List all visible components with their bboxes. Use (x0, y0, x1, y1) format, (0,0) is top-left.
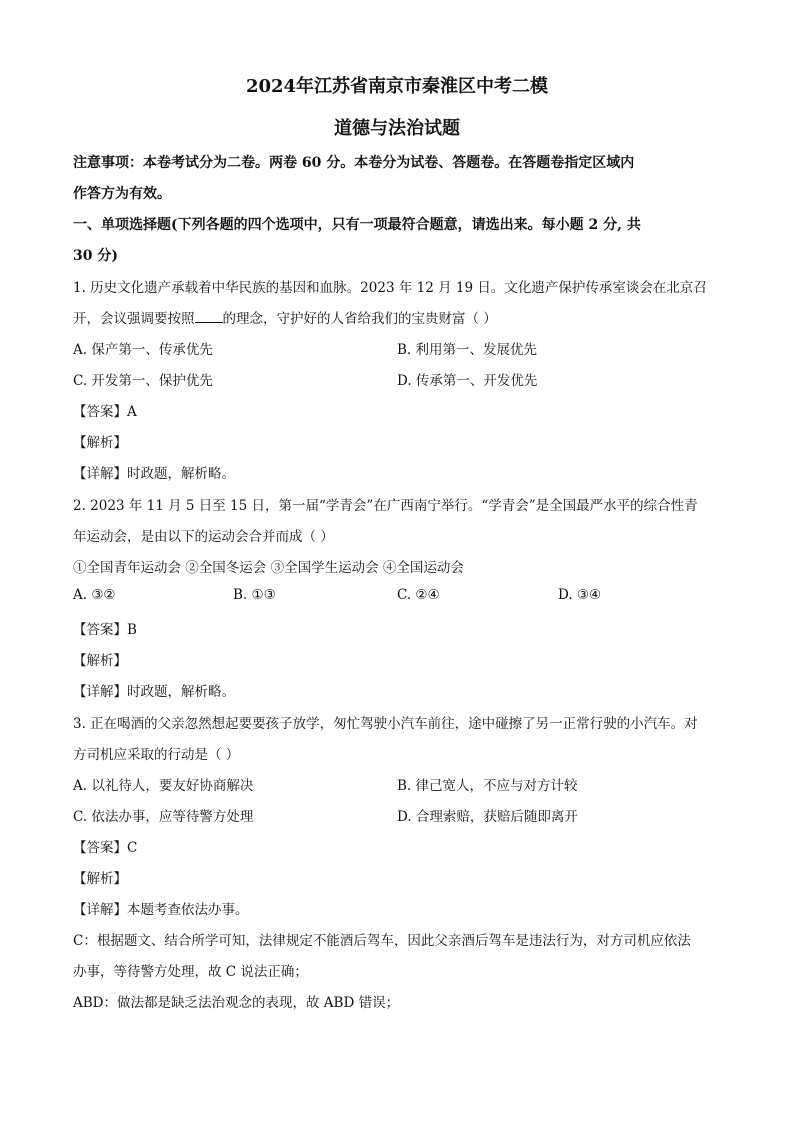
q2-answer: 【答案】B (73, 622, 137, 638)
q2-stem-line-2: 年运动会，是由以下的运动会合并而成（ ） (73, 529, 334, 545)
q2-detail: 【详解】时政题，解析略。 (73, 684, 235, 700)
notice-line-1: 注意事项：本卷考试分为二卷。两卷 60 分。本卷分为试卷、答题卷。在答题卷指定区域内 (73, 155, 635, 171)
q1-answer: 【答案】A (73, 404, 137, 420)
q1-detail: 【详解】时政题，解析略。 (73, 466, 235, 482)
q3-explain-line-3: ABD：做法都是缺乏法治观念的表现，故 ABD 错误； (73, 995, 400, 1011)
q3-explain-line-1: C：根据题文、结合所学可知，法律规定不能酒后驾车，因此父亲酒后驾车是违法行为，对方司机应依法 (73, 933, 691, 949)
q2-option-b: B. ①③ (233, 587, 276, 603)
q3-option-a: A. 以礼待人，要友好协商解决 (73, 778, 254, 794)
q1-stem-line-2 (73, 307, 497, 327)
q3-option-c: C. 依法办事，应等待警方处理 (73, 809, 254, 825)
q1-stem-line-1: 1. 历史文化遗产承载着中华民族的基因和血脉。2023 年 12 月 19 日。文化遗产保护传承室谈会在北京召 (73, 280, 707, 296)
q3-option-b: B. 律己宽人，不应与对方计较 (397, 778, 578, 794)
section-heading-line-2: 30 分) (73, 248, 118, 264)
notice-line-2: 作答方为有效。 (73, 186, 171, 202)
q3-explain-line-2: 办事，等待警方处理，故 C 说法正确； (73, 964, 308, 980)
q1-option-c: C. 开发第一、保护优先 (73, 373, 213, 389)
exam-subtitle: 道德与法治试题 (334, 118, 460, 139)
q2-option-c: C. ②④ (397, 587, 440, 603)
q3-detail: 【详解】本题考查依法办事。 (73, 902, 249, 918)
exam-title: 2024年江苏省南京市秦淮区中考二模 (245, 76, 549, 97)
q1-stem-part-a: 开，会议强调要按照 (73, 311, 195, 327)
q1-option-a: A. 保产第一、传承优先 (73, 342, 213, 358)
q1-stem-part-b: 的理念，守护好的人省给我们的宝贵财富（ ） (222, 311, 497, 327)
q1-option-d: D. 传承第一、开发优先 (397, 373, 538, 389)
q3-analysis-label: 【解析】 (73, 871, 127, 887)
fill-blank (195, 310, 223, 323)
q3-option-d: D. 合理索赔，获赔后随即离开 (397, 809, 578, 825)
q2-analysis-label: 【解析】 (73, 653, 127, 669)
q1-analysis-label: 【解析】 (73, 435, 127, 451)
q3-stem-line-2: 方司机应采取的行动是（ ） (73, 747, 240, 763)
q1-option-b: B. 利用第一、发展优先 (397, 342, 538, 358)
q2-stem-line-1: 2. 2023 年 11 月 5 日至 15 日，第一届“学青会”在广西南宁举行。“学青会”是全国最严水平的综合性青 (73, 498, 698, 514)
q2-items: ①全国青年运动会 ②全国冬运会 ③全国学生运动会 ④全国运动会 (73, 560, 464, 576)
q2-option-d: D. ③④ (558, 587, 602, 603)
q3-answer: 【答案】C (73, 840, 138, 856)
section-heading-line-1: 一、单项选择题(下列各题的四个选项中，只有一项最符合题意，请选出来。每小题 2 分, 共 (73, 217, 641, 233)
q3-stem-line-1: 3. 正在喝酒的父亲忽然想起要要孩子放学，匆忙驾驶小汽车前往，途中碰擦了另一正常行驶的小汽车。对 (73, 716, 698, 732)
q2-option-a: A. ③② (73, 587, 116, 603)
